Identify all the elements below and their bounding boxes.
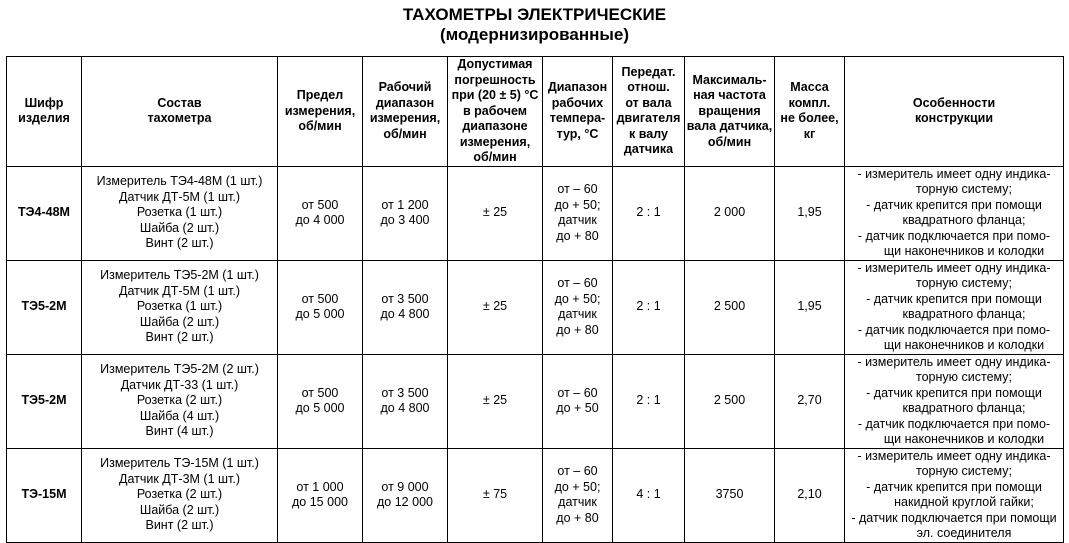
measurement-limit-line: от 1 000 [296,479,344,494]
feature-line: щи наконечников и колодки [883,338,1045,352]
composition-line: Измеритель ТЭ4-48М (1 шт.) [96,174,263,189]
feature-line: торную систему; [916,464,1012,478]
composition-line: Винт (2 шт.) [145,518,214,533]
working-range [363,354,448,448]
feature-line: - измеритель имеет одну индика- [857,448,1051,463]
feature-line: - датчик крепится при помощи [866,385,1042,400]
feature-line: торную систему; [916,370,1012,384]
table-row [7,448,1064,542]
feature-line: торную систему; [916,182,1012,196]
product-code: ТЭ4-48М [7,166,82,260]
working-range-line: до 4 800 [380,307,430,321]
temperature-range-line: от – 60 [557,464,598,478]
header-line: тур, °С [556,126,599,141]
temperature-range-line: до + 50; [554,291,601,306]
header-line: об/мин [298,119,342,133]
temperature-range-line: от – 60 [557,385,598,400]
mass: 2,10 [775,448,845,542]
mass: 2,70 [775,354,845,448]
measurement-limit-line: от 500 [301,385,339,400]
working-range-line: до 4 800 [380,401,430,415]
header-composition [82,57,278,167]
permissible-error: ± 25 [448,260,543,354]
working-range-line: до 3 400 [380,213,430,227]
header-line: кг [803,126,816,141]
product-code: ТЭ5-2М [7,260,82,354]
header-error [448,57,543,167]
page-subtitle: (модернизированные) [439,25,630,44]
header-line: изделия [18,111,70,126]
header-code [7,57,82,167]
working-range [363,166,448,260]
header-line: компл. [788,95,831,110]
permissible-error: ± 25 [448,354,543,448]
feature-line: квадратного фланца; [902,213,1026,227]
composition-line: Шайба (4 шт.) [139,408,220,423]
composition-line: Датчик ДТ-5М (1 шт.) [119,283,240,298]
header-line: Диапазон [547,80,608,95]
composition-line: Розетка (1 шт.) [136,205,223,220]
feature-line: - датчик подключается при помощи [851,510,1057,525]
tachometer-table [6,56,1064,543]
composition-line: Измеритель ТЭ-15М (1 шт.) [100,456,259,471]
working-range-line: от 9 000 [381,479,429,494]
feature-line: щи наконечников и колодки [883,432,1045,446]
temperature-range-line: до + 50; [554,479,601,494]
header-line: Особенности [912,95,996,110]
feature-line: торную систему; [916,276,1012,290]
gear-ratio: 2 : 1 [613,354,685,448]
feature-line: - измеритель имеет одну индика- [857,354,1051,369]
design-features [845,448,1064,542]
header-line: Максималь- [692,72,767,87]
header-line: Рабочий [378,80,432,95]
header-line: не более, [780,111,839,126]
composition-line: Розетка (2 шт.) [136,487,223,502]
measurement-limit-line: от 500 [301,197,339,212]
temperature-range [543,354,613,448]
header-line: конструкции [914,111,994,126]
working-range [363,260,448,354]
max-frequency: 2 500 [685,260,775,354]
design-features [845,260,1064,354]
feature-line: - датчик крепится при помощи [866,479,1042,494]
composition-line: Винт (2 шт.) [145,330,214,345]
header-line: темпера- [549,111,606,126]
header-temp [543,57,613,167]
max-frequency: 2 500 [685,354,775,448]
page-title: ТАХОМЕТРЫ ЭЛЕКТРИЧЕСКИЕ [402,5,667,24]
working-range-line: от 1 200 [381,197,429,212]
working-range-line: от 3 500 [381,291,429,306]
header-line: отнош. [627,80,670,95]
temperature-range-line: до + 50; [554,197,601,212]
header-line: двигателя [616,111,681,126]
permissible-error: ± 25 [448,166,543,260]
feature-line: накидной круглой гайки; [894,495,1034,509]
table-row [7,260,1064,354]
composition-line: Измеритель ТЭ5-2М (1 шт.) [100,268,259,283]
feature-line: квадратного фланца; [902,401,1026,415]
header-line: Передат. [621,64,676,79]
temperature-range-line: до + 80 [556,510,599,525]
header-line: в рабочем [462,103,528,118]
temperature-range-line: до + 50 [556,401,599,415]
header-line: диапазон [375,95,435,110]
header-line: об/мин [707,134,752,149]
measurement-limit-line: от 500 [301,291,339,306]
composition-line: Розетка (2 шт.) [136,393,223,408]
header-line: Состав [157,95,202,110]
composition-line: Шайба (2 шт.) [139,314,220,329]
measurement-limit-line: до 5 000 [295,401,345,415]
composition [82,166,278,260]
design-features [845,166,1064,260]
header-features [845,57,1064,167]
composition [82,260,278,354]
working-range [363,448,448,542]
composition-line: Измеритель ТЭ5-2М (2 шт.) [100,362,259,377]
feature-line: квадратного фланца; [902,307,1026,321]
composition-line: Винт (4 шт.) [145,424,214,439]
composition-line: Датчик ДТ-3М (1 шт.) [119,471,240,486]
composition-line: Розетка (1 шт.) [136,299,223,314]
composition-line: Винт (2 шт.) [145,236,214,251]
temperature-range-line: датчик [558,307,597,321]
temperature-range [543,260,613,354]
temperature-range-line: от – 60 [557,182,598,196]
measurement-limit [278,448,363,542]
feature-line: - измеритель имеет одну индика- [857,260,1051,275]
header-line: вала датчика, [686,119,773,133]
temperature-range-line: датчик [558,495,597,509]
table-body [7,166,1064,542]
header-line: рабочих [551,95,604,110]
gear-ratio: 2 : 1 [613,166,685,260]
temperature-range-line: до + 80 [556,322,599,337]
feature-line: - измеритель имеет одну индика- [857,166,1051,181]
temperature-range-line: до + 80 [556,228,599,243]
design-features [845,354,1064,448]
feature-line: - датчик крепится при помощи [866,197,1042,212]
composition-line: Датчик ДТ-5М (1 шт.) [119,189,240,204]
measurement-limit [278,260,363,354]
feature-line: щи наконечников и колодки [883,244,1045,258]
header-line: при (20 ± 5) °С [451,88,539,102]
measurement-limit-line: до 15 000 [292,495,348,509]
header-maxfreq [685,57,775,167]
feature-line: эл. соединителя [916,526,1012,540]
max-frequency: 3750 [685,448,775,542]
working-range-line: от 3 500 [381,385,429,400]
header-line: вращения [698,103,761,118]
header-line: Предел [296,88,344,102]
mass: 1,95 [775,166,845,260]
header-line: погрешность [454,72,536,87]
header-line: измерения, [284,103,356,118]
header-line: тахометра [147,111,212,126]
table-row [7,166,1064,260]
feature-line: - датчик крепится при помощи [866,291,1042,306]
measurement-limit-line: до 5 000 [295,307,345,321]
product-code: ТЭ5-2М [7,354,82,448]
feature-line: - датчик подключается при помо- [857,228,1051,243]
composition-line: Датчик ДТ-33 (1 шт.) [120,377,239,392]
header-line: Допустимая [457,57,533,71]
gear-ratio: 4 : 1 [613,448,685,542]
temperature-range-line: от – 60 [557,276,598,290]
header-range [363,57,448,167]
composition-line: Шайба (2 шт.) [139,220,220,235]
composition [82,448,278,542]
temperature-range [543,166,613,260]
header-ratio [613,57,685,167]
header-line: об/мин [473,150,517,164]
header-line: измерения, [369,111,441,126]
composition-line: Шайба (2 шт.) [139,502,220,517]
header-line: ная частота [693,88,766,102]
measurement-limit [278,166,363,260]
mass: 1,95 [775,260,845,354]
gear-ratio: 2 : 1 [613,260,685,354]
header-line: диапазоне [462,119,528,133]
max-frequency: 2 000 [685,166,775,260]
table-row [7,354,1064,448]
header-line: Шифр [24,95,64,110]
measurement-limit-line: до 4 000 [295,213,345,227]
header-line: от вала [625,95,672,110]
header-line: датчика [623,142,674,157]
product-code: ТЭ-15М [7,448,82,542]
measurement-limit [278,354,363,448]
feature-line: - датчик подключается при помо- [857,416,1051,431]
header-limit [278,57,363,167]
composition [82,354,278,448]
permissible-error: ± 75 [448,448,543,542]
header-row [7,57,1064,167]
temperature-range [543,448,613,542]
header-mass [775,57,845,167]
header-line: об/мин [383,126,427,141]
feature-line: - датчик подключается при помо- [857,322,1051,337]
temperature-range-line: датчик [558,213,597,227]
header-line: к валу [629,126,668,141]
working-range-line: до 12 000 [377,495,433,509]
header-line: измерения, [459,134,531,149]
header-line: Масса [790,80,829,95]
